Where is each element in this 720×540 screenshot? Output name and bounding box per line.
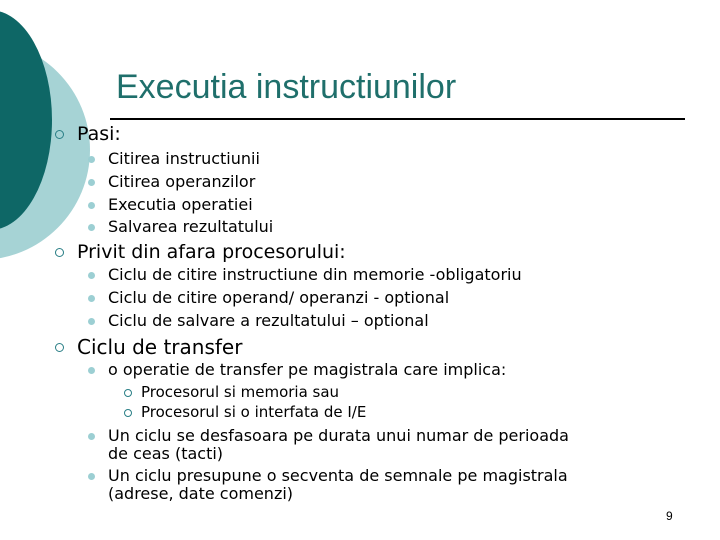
circle-bullet-icon — [55, 130, 64, 139]
section-heading: Privit din afara procesorului: — [77, 241, 346, 263]
list-item-text-continued: (adrese, date comenzi) — [108, 484, 294, 503]
circle-bullet-icon — [124, 389, 132, 397]
dot-bullet-icon — [88, 295, 95, 302]
dot-bullet-icon — [88, 367, 95, 374]
dot-bullet-icon — [88, 318, 95, 325]
dot-bullet-icon — [88, 179, 95, 186]
dot-bullet-icon — [88, 433, 95, 440]
sub-list-item-text: Procesorul si memoria sau — [141, 383, 340, 401]
circle-bullet-icon — [124, 409, 132, 417]
section-heading: Pasi: — [77, 123, 121, 145]
list-item-text: Ciclu de salvare a rezultatului – optional — [108, 311, 429, 330]
dot-bullet-icon — [88, 473, 95, 480]
list-item-text: Salvarea rezultatului — [108, 217, 274, 236]
slide-title: Executia instructiunilor — [116, 68, 457, 106]
list-item-text: Un ciclu se desfasoara pe durata unui numar de perioada — [108, 426, 569, 445]
circle-bullet-icon — [55, 248, 64, 257]
list-item-text: Ciclu de citire instructiune din memorie -obligatoriu — [108, 265, 522, 284]
page-number: 9 — [666, 509, 673, 523]
dot-bullet-icon — [88, 272, 95, 279]
list-item-text: Un ciclu presupune o secventa de semnale pe magistrala — [108, 466, 568, 485]
circle-bullet-icon — [55, 343, 64, 352]
section-heading: Ciclu de transfer — [77, 335, 243, 359]
sub-list-item-text: Procesorul si o interfata de I/E — [141, 403, 367, 421]
list-item-text: Citirea operanzilor — [108, 172, 256, 191]
list-item-text: Executia operatiei — [108, 195, 253, 214]
list-item-text: o operatie de transfer pe magistrala care implica: — [108, 360, 507, 379]
list-item-text-continued: de ceas (tacti) — [108, 444, 224, 463]
dot-bullet-icon — [88, 224, 95, 231]
list-item-text: Citirea instructiunii — [108, 149, 260, 168]
dot-bullet-icon — [88, 202, 95, 209]
list-item-text: Ciclu de citire operand/ operanzi - optional — [108, 288, 450, 307]
dot-bullet-icon — [88, 156, 95, 163]
